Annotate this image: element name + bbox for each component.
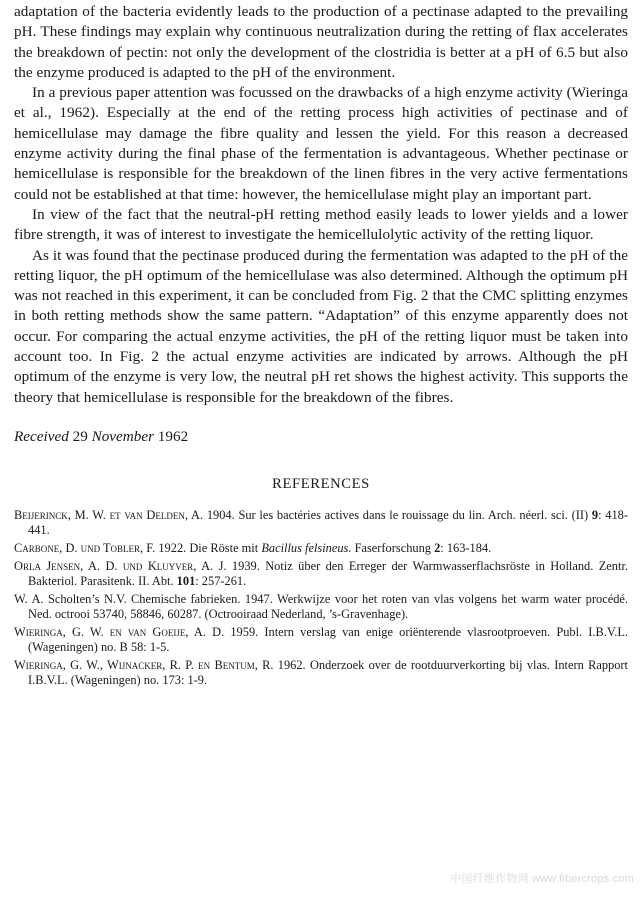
received-prefix: Received [14,427,69,445]
body-paragraph-1: adaptation of the bacteria evidently leads to the production of a pectinase adapted to the prevailing pH. These findings may explain why continuous neutralization during the retting of flax accelerates the breakdown of pectin: not only the development of the clostridia is better at a pH of 6.5 but also the enzyme produced is adapted to the pH of the environment. [14,3,628,81]
reference-species: Bacillus felsineus. [261,540,352,555]
received-year: 1962 [157,427,189,445]
reference-pages: : 163-184. [440,540,492,555]
reference-item [14,625,628,655]
reference-title: Intern verslag van enige oriënterende vlasrootproeven. Publ. I.B.V.L. (Wageningen) no. B 58: 1-5. [28,624,628,654]
received-date-line [14,427,628,447]
references-list [14,508,628,688]
reference-item [14,658,628,688]
reference-authors: Beijerinck, M. W. et van Delden, A. [14,507,204,522]
reference-volume: 101 [176,573,196,588]
reference-volume: 9 [591,507,599,522]
site-watermark: 中国纤维作物网 www.fibercrops.com [450,873,634,885]
reference-year: 1947. [244,591,273,606]
reference-year: 1959. [230,624,259,639]
reference-pages: : 418-441. [28,507,628,538]
reference-pages: : 257-261. [195,573,247,588]
reference-title: Sur les bactéries actives dans le rouissage du lin. Arch. néerl. sci. (II) [238,507,589,522]
reference-year: 1922. [158,540,187,555]
received-month-hidden: November [91,427,154,445]
reference-title: Werkwijze voor het roten van vlas volgens het warm water procédé. Ned. octrooi 53740, 58846, 60287. (Octrooiraad Nederland, ’s-Gravenhage). [28,591,628,621]
reference-authors: Orla Jensen, A. D. und Kluyver, A. J. [14,558,227,573]
reference-item [14,508,628,538]
reference-year: 1904. [206,507,235,522]
document-page [14,2,628,691]
reference-title: Onderzoek over de rootduurverkorting bij vlas. Intern Rapport I.B.V.L. (Wageningen) no. 173: 1-9. [28,657,628,687]
references-heading: REFERENCES [272,475,370,492]
reference-year: 1939. [231,558,260,573]
reference-item [14,592,628,622]
reference-authors: Carbone, D. und Tobler, F. [14,540,156,555]
reference-authors: W. A. Scholten’s N.V. Chemische fabrieken. [14,591,241,606]
reference-journal: Faserforschung [354,540,431,555]
reference-year: 1962. [277,657,306,672]
body-paragraph-3: In view of the fact that the neutral-pH retting method easily leads to lower yields and a lower fibre strength, it was of interest to investigate the hemicellulolytic activity of the retting liquor. [14,205,628,244]
reference-title: Notiz über den Erreger der Warmwasserflachsröste in Holland. Zentr. Bakteriol. Parasitenk. II. Abt. [28,558,628,588]
reference-item [14,541,628,556]
reference-volume: 2 [434,540,441,555]
body-paragraph-2: In a previous paper attention was focussed on the drawbacks of a high enzyme activity (Wieringa et al., 1962). Especially at the end of the retting process high activities of pectinase and of hemicellulase may damage the fibre quality and lessen the yield. For this reason a decreased enzyme activity during the final phase of the fermentation is advantageous. Whether pectinase or hemicellulase is responsible for the breakdown of the linen fibres in the very active fermentations could not be established at that time: however, the hemicellulase might play an important part. [14,84,628,203]
received-day: 29 [72,427,92,445]
body-paragraph-4: As it was found that the pectinase produced during the fermentation was adapted to the pH of the retting liquor, the pH optimum of the hemicellulase was also determined. Although the optimum pH was not reached in this experiment, it can be concluded from Fig. 2 that the CMC splitting enzymes in both retting methods show the same pattern. “Adaptation” of this enzyme apparently does not occur. For comparing the actual enzyme activities, the pH of the retting liquor must be taken into account too. In Fig. 2 the actual enzyme activities are indicated by arrows. Although the pH optimum of the enzyme is very low, the neutral pH ret shows the highest activity. This supports the theory that hemicellulase is responsible for the breakdown of the fibres. [14,246,628,406]
reference-title: Die Röste mit [189,540,259,555]
reference-authors: Wieringa, G. W. en van Goeije, A. D. [14,624,225,639]
reference-authors: Wieringa, G. W., Wijnacker, R. P. en Bentum, R. [14,657,274,672]
reference-item [14,559,628,589]
